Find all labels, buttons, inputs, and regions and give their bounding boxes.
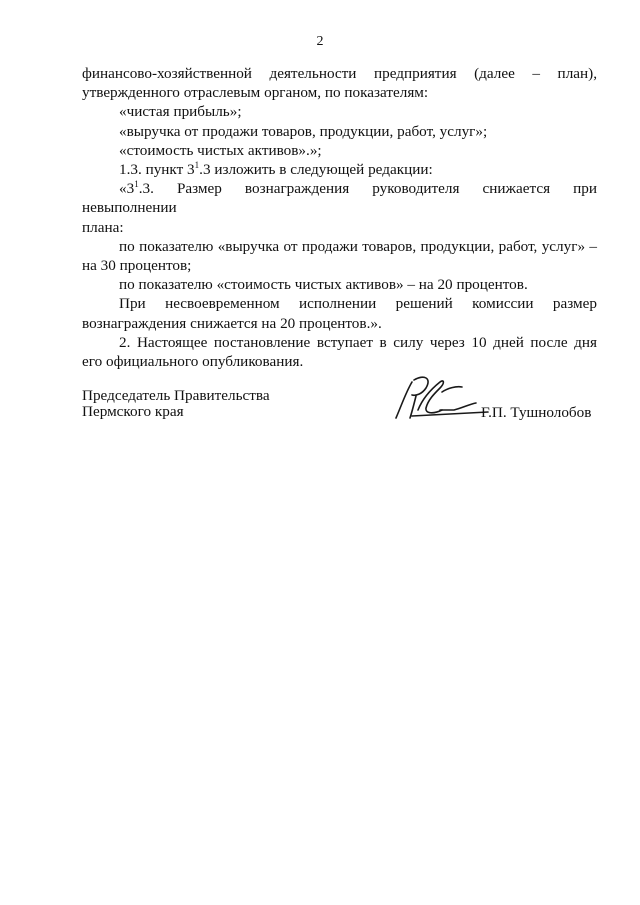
clause-1-3-text-end: .3 изложить в следующей редакции: <box>199 161 433 179</box>
signatory-title <box>82 388 270 420</box>
late-execution-line1: При несвоевременном исполнении решений комиссии размер <box>119 295 597 313</box>
revenue-reduction-line2: на 30 процентов; <box>82 257 192 275</box>
clause-3-1-3-superscript: 1 <box>134 179 139 190</box>
page-number: 2 <box>316 34 324 49</box>
document-body <box>82 64 597 371</box>
paragraph-plan-line1: финансово-хозяйственной деятельности предприятия (далее – план), <box>82 65 597 82</box>
revenue-reduction-line1: по показателю «выручка от продажи товаров, продукции, работ, услуг» – <box>119 237 597 255</box>
indicator-net-assets: «стоимость чистых активов».»; <box>119 141 322 159</box>
late-execution-line2: вознаграждения снижается на 20 процентов.». <box>82 314 382 332</box>
indicator-revenue: «выручка от продажи товаров, продукции, работ, услуг»; <box>119 122 488 140</box>
clause-3-1-3-line1 <box>82 179 597 217</box>
clause-3-1-3-text: «3 <box>119 180 135 198</box>
clause-1-3-text: 1.3. пункт 3 <box>119 161 195 179</box>
clause-3-1-3-line2: плана: <box>82 218 124 236</box>
indicator-net-profit: «чистая прибыль»; <box>119 103 242 121</box>
clause-3-1-3-text-end: .3. Размер вознаграждения руководителя снижается при невыполнении <box>82 180 597 217</box>
effective-date-line1: 2. Настоящее постановление вступает в силу через 10 дней после дня <box>119 333 597 351</box>
paragraph-plan-line2: утвержденного отраслевым органом, по показателям: <box>82 84 429 102</box>
signatory-title-line1: Председатель Правительства <box>82 387 270 404</box>
handwritten-signature <box>392 370 492 426</box>
clause-1-3 <box>82 160 597 179</box>
signatory-title-line2: Пермского края <box>82 403 184 420</box>
effective-date-line2: его официального опубликования. <box>82 353 304 371</box>
signer-name: Г.П. Тушнолобов <box>481 404 592 421</box>
clause-1-3-superscript: 1 <box>194 159 200 170</box>
assets-reduction-line: по показателю «стоимость чистых активов» – на 20 процентов. <box>119 276 528 294</box>
